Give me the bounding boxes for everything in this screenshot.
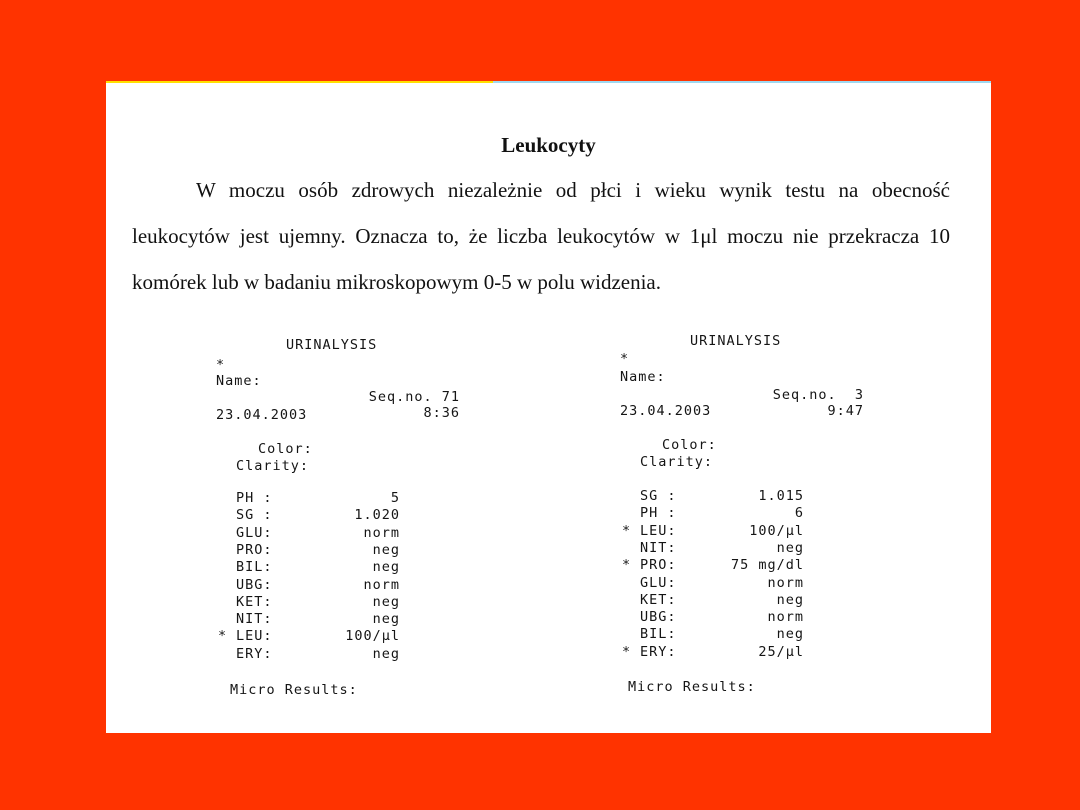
result-row xyxy=(620,592,870,609)
result-value: 1.015 xyxy=(758,488,804,504)
report-date: 23.04.2003 xyxy=(620,403,712,419)
result-value: norm xyxy=(767,609,804,626)
document-page xyxy=(106,81,991,733)
body-paragraph: W moczu osób zdrowych niezależnie od płci i wieku wynik testu na obecność leukocytów jest ujemny. Oznacza to, że liczba leukocytów w 1μl moczu nie przekracza 10 komórek lub w badaniu mikroskopowym 0-5 w polu widzenia. xyxy=(132,178,950,294)
result-row xyxy=(216,594,466,611)
result-value: 6 xyxy=(794,505,804,522)
result-label: PRO: xyxy=(640,557,677,574)
urinalysis-report-right xyxy=(620,333,880,713)
result-label: KET: xyxy=(236,593,273,610)
result-row xyxy=(620,626,870,643)
result-value: neg xyxy=(372,559,400,576)
result-label: KET: xyxy=(640,591,677,608)
result-row xyxy=(216,646,466,663)
clarity-label: Clarity: xyxy=(640,454,714,470)
result-value: norm xyxy=(363,576,400,593)
page-heading: Leukocyty xyxy=(501,133,596,157)
micro-results-label: Micro Results: xyxy=(628,679,756,695)
seq-number: Seq.no. 3 xyxy=(772,387,864,403)
micro-results-label: Micro Results: xyxy=(230,682,358,698)
name-label: Name: xyxy=(216,373,262,389)
result-value: norm xyxy=(363,524,400,541)
result-row xyxy=(620,575,870,592)
result-label: SG : xyxy=(640,488,677,504)
result-label: NIT: xyxy=(236,611,273,628)
result-row xyxy=(216,577,466,594)
result-row xyxy=(216,507,466,524)
result-label: ERY: xyxy=(640,643,677,660)
result-value: 100/μl xyxy=(345,628,400,645)
top-border-right xyxy=(493,81,991,83)
report-asterisk: * xyxy=(216,357,226,373)
result-label: SG : xyxy=(236,507,273,524)
result-row xyxy=(620,540,870,557)
result-label: GLU: xyxy=(640,574,677,591)
result-row xyxy=(216,525,466,542)
result-value: neg xyxy=(776,591,804,608)
top-border-left xyxy=(106,81,493,83)
result-label: UBG: xyxy=(236,576,273,593)
result-label: BIL: xyxy=(640,626,677,643)
result-row xyxy=(620,488,870,505)
result-flag: * xyxy=(218,628,228,645)
report-time: 8:36 xyxy=(423,405,460,421)
report-title: URINALYSIS xyxy=(690,333,782,349)
result-label: LEU: xyxy=(236,628,273,645)
result-row xyxy=(216,628,466,645)
result-value: neg xyxy=(372,645,400,662)
result-row xyxy=(216,611,466,628)
result-row xyxy=(216,490,466,507)
color-label: Color: xyxy=(662,437,717,453)
report-title: URINALYSIS xyxy=(286,337,378,353)
clarity-label: Clarity: xyxy=(236,458,310,474)
result-flag: * xyxy=(622,522,632,539)
result-row xyxy=(620,557,870,574)
report-asterisk: * xyxy=(620,351,630,367)
result-value: norm xyxy=(767,574,804,591)
result-value: 100/μl xyxy=(749,522,804,539)
result-label: PRO: xyxy=(236,541,273,558)
result-flag: * xyxy=(622,557,632,574)
result-row xyxy=(216,542,466,559)
result-value: 5 xyxy=(390,490,400,506)
result-value: 25/μl xyxy=(758,643,804,660)
report-time: 9:47 xyxy=(827,403,864,419)
result-row xyxy=(620,644,870,661)
result-value: neg xyxy=(776,626,804,643)
result-label: BIL: xyxy=(236,559,273,576)
result-value: 1.020 xyxy=(354,507,400,524)
name-label: Name: xyxy=(620,369,666,385)
result-value: neg xyxy=(372,593,400,610)
result-row xyxy=(620,609,870,626)
result-value: neg xyxy=(372,541,400,558)
seq-number: Seq.no. 71 xyxy=(368,389,460,405)
result-label: UBG: xyxy=(640,609,677,626)
result-label: GLU: xyxy=(236,524,273,541)
result-flag: * xyxy=(622,643,632,660)
result-value: neg xyxy=(372,611,400,628)
result-value: 75 mg/dl xyxy=(730,557,804,574)
result-label: NIT: xyxy=(640,539,677,556)
result-row xyxy=(620,523,870,540)
result-row xyxy=(216,559,466,576)
result-row xyxy=(620,505,870,522)
result-value: neg xyxy=(776,539,804,556)
result-label: PH : xyxy=(640,505,677,522)
result-label: ERY: xyxy=(236,645,273,662)
result-label: PH : xyxy=(236,490,273,506)
result-label: LEU: xyxy=(640,522,677,539)
urinalysis-report-left xyxy=(216,337,476,717)
color-label: Color: xyxy=(258,441,313,457)
report-date: 23.04.2003 xyxy=(216,407,308,423)
